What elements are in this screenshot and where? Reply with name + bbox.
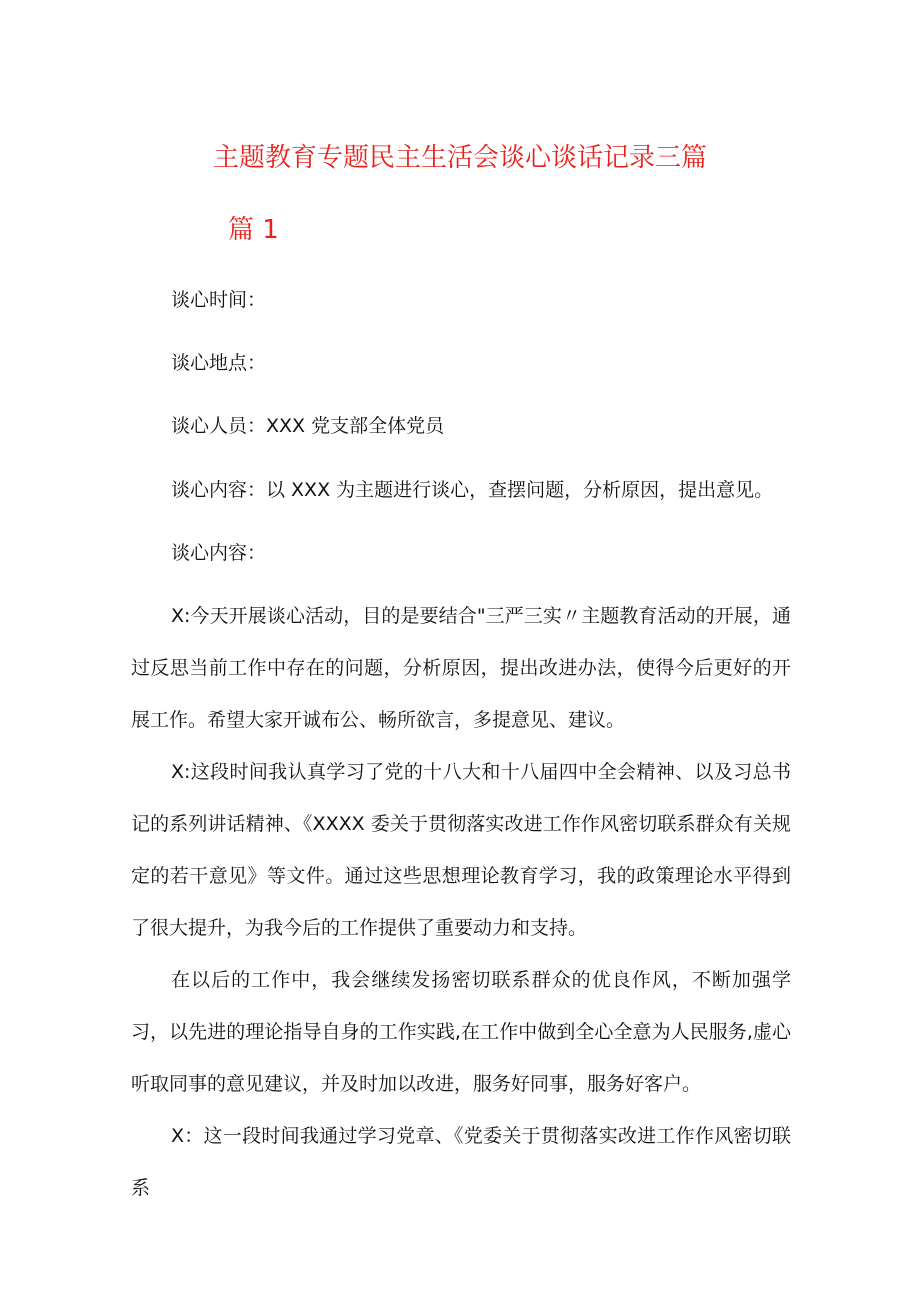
paragraph: 在以后的工作中，我会继续发扬密切联系群众的优良作风，不断加强学习，以先进的理论指导自身的工作实践,在工作中做到全心全意为人民服务,虚心听取同事的意见建议，并及时加以改进，服务好同事，服务好客户。 — [131, 969, 791, 1095]
paragraph: X：这一段时间我通过学习党章、《党委关于贯彻落实改进工作作风密切联系 — [131, 1125, 791, 1199]
paragraph: X:这段时间我认真学习了党的十八大和十八届四中全会精神、以及习总书记的系列讲话精神、《XXXX 委关于贯彻落实改进工作作风密切联系群众有关规定的若干意见》等文件。通过这些思想理论教育学习，我的政策理论水平得到了很大提升，为我今后的工作提供了重要动力和支持。 — [131, 761, 791, 939]
field-talk-content-label: 谈心内容： — [171, 542, 267, 564]
field-talk-location: 谈心地点： — [171, 352, 267, 374]
document-title: 主题教育专题民主生活会谈心谈话记录三篇 — [212, 143, 707, 173]
section-heading: 篇 1 — [228, 215, 279, 245]
field-talk-participants: 谈心人员：XXX 党支部全体党员 — [171, 415, 445, 437]
field-talk-topic: 谈心内容：以 XXX 为主题进行谈心，查摆问题，分析原因，提出意见。 — [171, 479, 774, 501]
paragraph: X:今天开展谈心活动，目的是要结合"三严三实〃主题教育活动的开展，通过反思当前工作中存在的问题，分析原因，提出改进办法，使得今后更好的开展工作。希望大家开诚布公、畅所欲言，多提意见、建议。 — [131, 605, 791, 731]
field-talk-time: 谈心时间： — [171, 289, 267, 311]
